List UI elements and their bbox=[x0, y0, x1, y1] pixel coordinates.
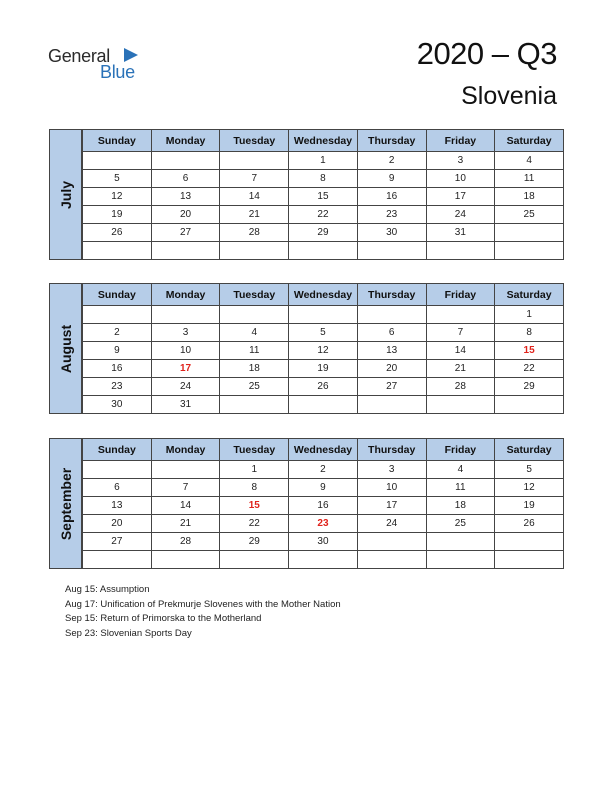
weekday-header: Thursday bbox=[357, 439, 426, 461]
day-cell: 13 bbox=[357, 342, 426, 360]
day-cell: 1 bbox=[289, 152, 358, 170]
day-cell bbox=[83, 551, 152, 569]
month-label bbox=[49, 283, 82, 414]
weekday-header: Friday bbox=[426, 439, 495, 461]
day-cell: 1 bbox=[495, 306, 564, 324]
day-cell: 8 bbox=[220, 479, 289, 497]
weekday-header: Wednesday bbox=[289, 130, 358, 152]
week-row bbox=[83, 551, 564, 569]
day-cell: 6 bbox=[151, 170, 220, 188]
day-cell bbox=[220, 306, 289, 324]
day-cell: 23 bbox=[289, 515, 358, 533]
day-cell bbox=[83, 152, 152, 170]
weekday-header: Thursday bbox=[357, 284, 426, 306]
month-name: July bbox=[57, 180, 74, 209]
day-cell: 5 bbox=[289, 324, 358, 342]
weekday-header: Monday bbox=[151, 284, 220, 306]
day-cell: 8 bbox=[495, 324, 564, 342]
day-cell bbox=[426, 396, 495, 414]
day-cell bbox=[357, 396, 426, 414]
day-cell: 1 bbox=[220, 461, 289, 479]
day-cell: 11 bbox=[495, 170, 564, 188]
day-cell bbox=[495, 224, 564, 242]
weekday-header: Tuesday bbox=[220, 284, 289, 306]
day-cell bbox=[426, 306, 495, 324]
week-row bbox=[83, 188, 564, 206]
day-cell: 20 bbox=[151, 206, 220, 224]
weekday-header-row bbox=[83, 284, 564, 306]
day-cell bbox=[289, 396, 358, 414]
day-cell bbox=[426, 551, 495, 569]
day-cell: 18 bbox=[220, 360, 289, 378]
day-cell: 20 bbox=[83, 515, 152, 533]
weekday-header: Saturday bbox=[495, 130, 564, 152]
day-cell: 26 bbox=[83, 224, 152, 242]
day-cell: 5 bbox=[83, 170, 152, 188]
day-cell: 9 bbox=[289, 479, 358, 497]
day-cell bbox=[289, 306, 358, 324]
day-cell: 25 bbox=[426, 515, 495, 533]
day-cell: 9 bbox=[83, 342, 152, 360]
day-cell: 24 bbox=[151, 378, 220, 396]
day-cell: 16 bbox=[83, 360, 152, 378]
day-cell bbox=[426, 242, 495, 260]
week-row bbox=[83, 342, 564, 360]
day-cell bbox=[220, 242, 289, 260]
day-cell: 22 bbox=[289, 206, 358, 224]
day-cell: 15 bbox=[289, 188, 358, 206]
weekday-header: Saturday bbox=[495, 439, 564, 461]
day-cell: 21 bbox=[220, 206, 289, 224]
day-cell: 19 bbox=[83, 206, 152, 224]
week-row bbox=[83, 461, 564, 479]
weekday-header-row bbox=[83, 439, 564, 461]
day-cell bbox=[83, 242, 152, 260]
week-row bbox=[83, 396, 564, 414]
day-cell: 3 bbox=[426, 152, 495, 170]
day-cell bbox=[151, 242, 220, 260]
day-cell: 7 bbox=[220, 170, 289, 188]
day-cell: 5 bbox=[495, 461, 564, 479]
day-cell bbox=[220, 396, 289, 414]
holiday-note: Aug 15: Assumption bbox=[65, 584, 150, 595]
day-cell: 28 bbox=[220, 224, 289, 242]
week-row bbox=[83, 224, 564, 242]
page-title: 2020 – Q3 bbox=[416, 36, 557, 71]
week-row bbox=[83, 242, 564, 260]
day-cell: 16 bbox=[357, 188, 426, 206]
day-cell bbox=[151, 306, 220, 324]
week-row bbox=[83, 533, 564, 551]
day-cell bbox=[83, 461, 152, 479]
week-row bbox=[83, 479, 564, 497]
day-cell bbox=[151, 461, 220, 479]
day-cell: 2 bbox=[289, 461, 358, 479]
day-cell bbox=[220, 152, 289, 170]
weekday-header: Wednesday bbox=[289, 439, 358, 461]
day-cell: 23 bbox=[357, 206, 426, 224]
weekday-header: Monday bbox=[151, 439, 220, 461]
day-cell: 26 bbox=[289, 378, 358, 396]
logo-text-blue: Blue bbox=[100, 62, 135, 82]
logo bbox=[48, 44, 158, 84]
day-cell bbox=[289, 551, 358, 569]
day-cell: 11 bbox=[220, 342, 289, 360]
day-cell: 7 bbox=[151, 479, 220, 497]
day-cell: 14 bbox=[151, 497, 220, 515]
day-cell: 26 bbox=[495, 515, 564, 533]
day-cell: 29 bbox=[495, 378, 564, 396]
day-cell: 6 bbox=[357, 324, 426, 342]
month-table bbox=[82, 283, 564, 414]
day-cell: 7 bbox=[426, 324, 495, 342]
day-cell: 15 bbox=[495, 342, 564, 360]
day-cell: 24 bbox=[426, 206, 495, 224]
day-cell: 17 bbox=[357, 497, 426, 515]
day-cell: 2 bbox=[357, 152, 426, 170]
day-cell: 21 bbox=[151, 515, 220, 533]
week-row bbox=[83, 360, 564, 378]
day-cell: 29 bbox=[289, 224, 358, 242]
country-name: Slovenia bbox=[461, 82, 557, 110]
day-cell: 31 bbox=[151, 396, 220, 414]
day-cell: 2 bbox=[83, 324, 152, 342]
day-cell: 24 bbox=[357, 515, 426, 533]
day-cell: 10 bbox=[357, 479, 426, 497]
month-table bbox=[82, 438, 564, 569]
day-cell: 25 bbox=[220, 378, 289, 396]
month-table bbox=[82, 129, 564, 260]
day-cell: 4 bbox=[220, 324, 289, 342]
week-row bbox=[83, 152, 564, 170]
day-cell: 14 bbox=[220, 188, 289, 206]
weekday-header: Sunday bbox=[83, 284, 152, 306]
week-row bbox=[83, 497, 564, 515]
weekday-header: Saturday bbox=[495, 284, 564, 306]
month-label bbox=[49, 129, 82, 260]
day-cell: 27 bbox=[151, 224, 220, 242]
weekday-header: Sunday bbox=[83, 130, 152, 152]
week-row bbox=[83, 378, 564, 396]
day-cell: 25 bbox=[495, 206, 564, 224]
day-cell: 27 bbox=[357, 378, 426, 396]
holiday-note: Aug 17: Unification of Prekmurje Slovenes with the Mother Nation bbox=[65, 598, 341, 610]
day-cell bbox=[357, 533, 426, 551]
day-cell: 29 bbox=[220, 533, 289, 551]
day-cell: 10 bbox=[426, 170, 495, 188]
day-cell: 4 bbox=[495, 152, 564, 170]
day-cell: 13 bbox=[151, 188, 220, 206]
holiday-note: Sep 23: Slovenian Sports Day bbox=[65, 627, 192, 639]
day-cell bbox=[426, 533, 495, 551]
day-cell: 19 bbox=[495, 497, 564, 515]
weekday-header: Tuesday bbox=[220, 130, 289, 152]
holiday-note: Sep 15: Return of Primorska to the Motherland bbox=[65, 613, 262, 624]
weekday-header: Friday bbox=[426, 130, 495, 152]
day-cell bbox=[83, 306, 152, 324]
day-cell bbox=[289, 242, 358, 260]
day-cell bbox=[495, 551, 564, 569]
day-cell: 16 bbox=[289, 497, 358, 515]
week-row bbox=[83, 206, 564, 224]
holiday-notes bbox=[65, 583, 365, 641]
day-cell bbox=[495, 242, 564, 260]
day-cell: 21 bbox=[426, 360, 495, 378]
month-name: September bbox=[57, 467, 74, 540]
month-name: August bbox=[57, 324, 74, 373]
day-cell: 18 bbox=[426, 497, 495, 515]
day-cell: 27 bbox=[83, 533, 152, 551]
logo-triangle-icon bbox=[124, 48, 138, 62]
weekday-header: Thursday bbox=[357, 130, 426, 152]
day-cell: 3 bbox=[151, 324, 220, 342]
week-row bbox=[83, 515, 564, 533]
day-cell: 9 bbox=[357, 170, 426, 188]
day-cell: 30 bbox=[357, 224, 426, 242]
day-cell: 13 bbox=[83, 497, 152, 515]
day-cell: 17 bbox=[151, 360, 220, 378]
day-cell: 31 bbox=[426, 224, 495, 242]
month-label bbox=[49, 438, 82, 569]
day-cell: 22 bbox=[495, 360, 564, 378]
day-cell bbox=[495, 396, 564, 414]
weekday-header: Sunday bbox=[83, 439, 152, 461]
day-cell bbox=[151, 551, 220, 569]
day-cell: 28 bbox=[426, 378, 495, 396]
day-cell: 12 bbox=[289, 342, 358, 360]
day-cell: 23 bbox=[83, 378, 152, 396]
weekday-header: Friday bbox=[426, 284, 495, 306]
day-cell: 15 bbox=[220, 497, 289, 515]
day-cell bbox=[495, 533, 564, 551]
day-cell: 22 bbox=[220, 515, 289, 533]
day-cell: 30 bbox=[83, 396, 152, 414]
weekday-header: Monday bbox=[151, 130, 220, 152]
weekday-header-row bbox=[83, 130, 564, 152]
day-cell bbox=[357, 242, 426, 260]
day-cell: 20 bbox=[357, 360, 426, 378]
weekday-header: Tuesday bbox=[220, 439, 289, 461]
day-cell: 11 bbox=[426, 479, 495, 497]
day-cell: 19 bbox=[289, 360, 358, 378]
day-cell bbox=[357, 551, 426, 569]
day-cell: 14 bbox=[426, 342, 495, 360]
day-cell: 4 bbox=[426, 461, 495, 479]
day-cell: 18 bbox=[495, 188, 564, 206]
day-cell: 28 bbox=[151, 533, 220, 551]
weekday-header: Wednesday bbox=[289, 284, 358, 306]
day-cell: 8 bbox=[289, 170, 358, 188]
week-row bbox=[83, 306, 564, 324]
week-row bbox=[83, 170, 564, 188]
day-cell bbox=[357, 306, 426, 324]
day-cell: 10 bbox=[151, 342, 220, 360]
day-cell bbox=[220, 551, 289, 569]
week-row bbox=[83, 324, 564, 342]
day-cell: 30 bbox=[289, 533, 358, 551]
day-cell: 3 bbox=[357, 461, 426, 479]
day-cell: 12 bbox=[83, 188, 152, 206]
logo-text-general: General bbox=[48, 46, 110, 66]
day-cell: 17 bbox=[426, 188, 495, 206]
day-cell bbox=[151, 152, 220, 170]
day-cell: 6 bbox=[83, 479, 152, 497]
day-cell: 12 bbox=[495, 479, 564, 497]
